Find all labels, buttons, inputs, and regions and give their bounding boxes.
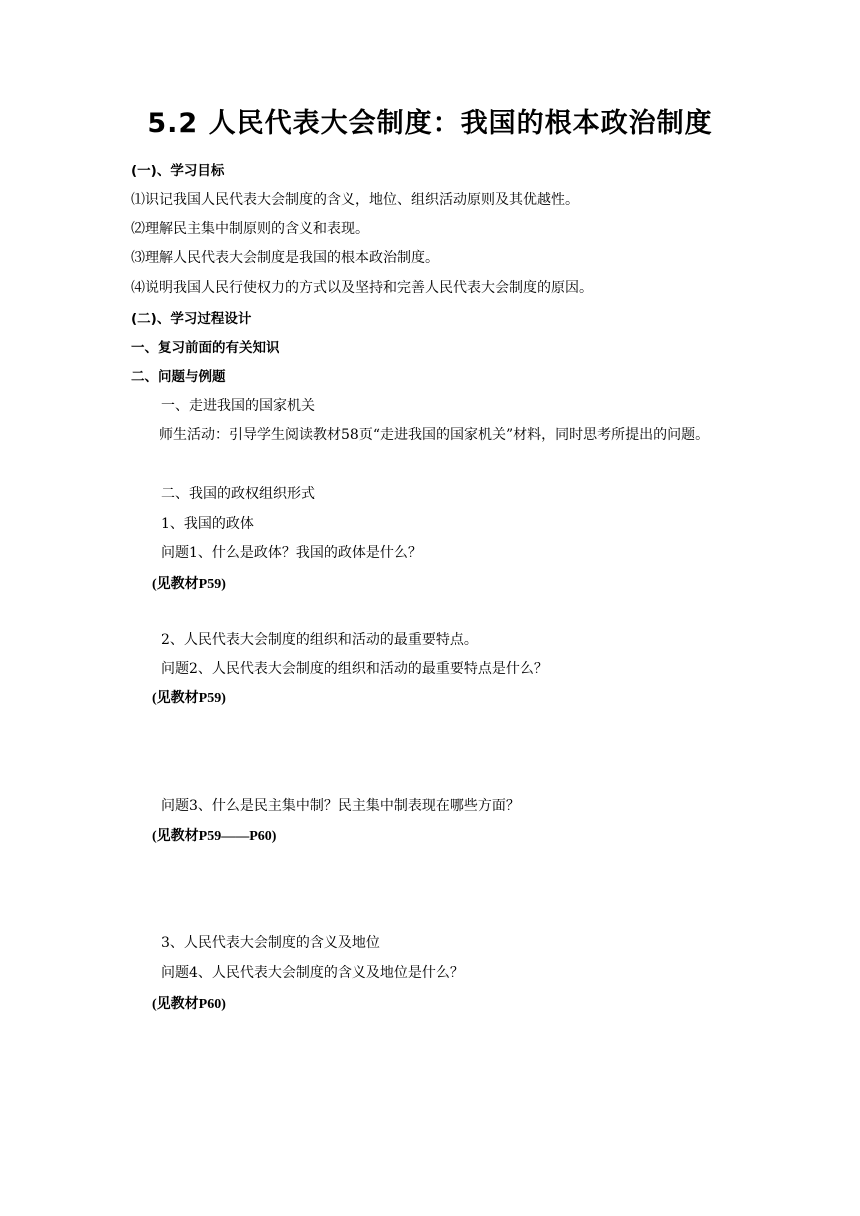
part-heading-review: 一、复习前面的有关知识 [131, 340, 280, 356]
page-title: 5.2 人民代表大会制度：我国的根本政治制度 [147, 108, 713, 139]
section-heading-goals: (一)、学习目标 [131, 163, 225, 179]
item-polity: 1、我国的政体 [161, 516, 254, 532]
textbook-reference: (见教材P59) [152, 691, 226, 706]
activity-paragraph: 师生活动：引导学生阅读教材58页“走进我国的国家机关”材料，同时思考所提出的问题。 [159, 427, 710, 443]
question-4: 问题4、人民代表大会制度的含义及地位是什么？ [161, 965, 464, 981]
part-heading-questions: 二、问题与例题 [131, 369, 226, 385]
goal-item: ⑷说明我国人民行使权力的方式以及坚持和完善人民代表大会制度的原因。 [131, 280, 593, 296]
question-3: 问题3、什么是民主集中制？民主集中制表现在哪些方面？ [161, 798, 520, 814]
textbook-reference: (见教材P60) [152, 997, 226, 1012]
section-heading-process: (二)、学习过程设计 [131, 311, 252, 327]
goal-item: ⑴识记我国人民代表大会制度的含义，地位、组织活动原则及其优越性。 [131, 192, 579, 208]
textbook-reference: (见教材P59——P60) [152, 829, 277, 844]
item-meaning-status: 3、人民代表大会制度的含义及地位 [161, 935, 380, 951]
question-2: 问题2、人民代表大会制度的组织和活动的最重要特点是什么？ [161, 661, 548, 677]
goal-item: ⑵理解民主集中制原则的含义和表现。 [131, 221, 369, 237]
subheading-power-form: 二、我国的政权组织形式 [161, 486, 315, 502]
textbook-reference: (见教材P59) [152, 577, 226, 592]
item-feature: 2、人民代表大会制度的组织和活动的最重要特点。 [161, 632, 478, 648]
subheading-state-organs: 一、走进我国的国家机关 [161, 398, 315, 414]
question-1: 问题1、什么是政体？我国的政体是什么？ [161, 545, 422, 561]
goal-item: ⑶理解人民代表大会制度是我国的根本政治制度。 [131, 250, 439, 266]
